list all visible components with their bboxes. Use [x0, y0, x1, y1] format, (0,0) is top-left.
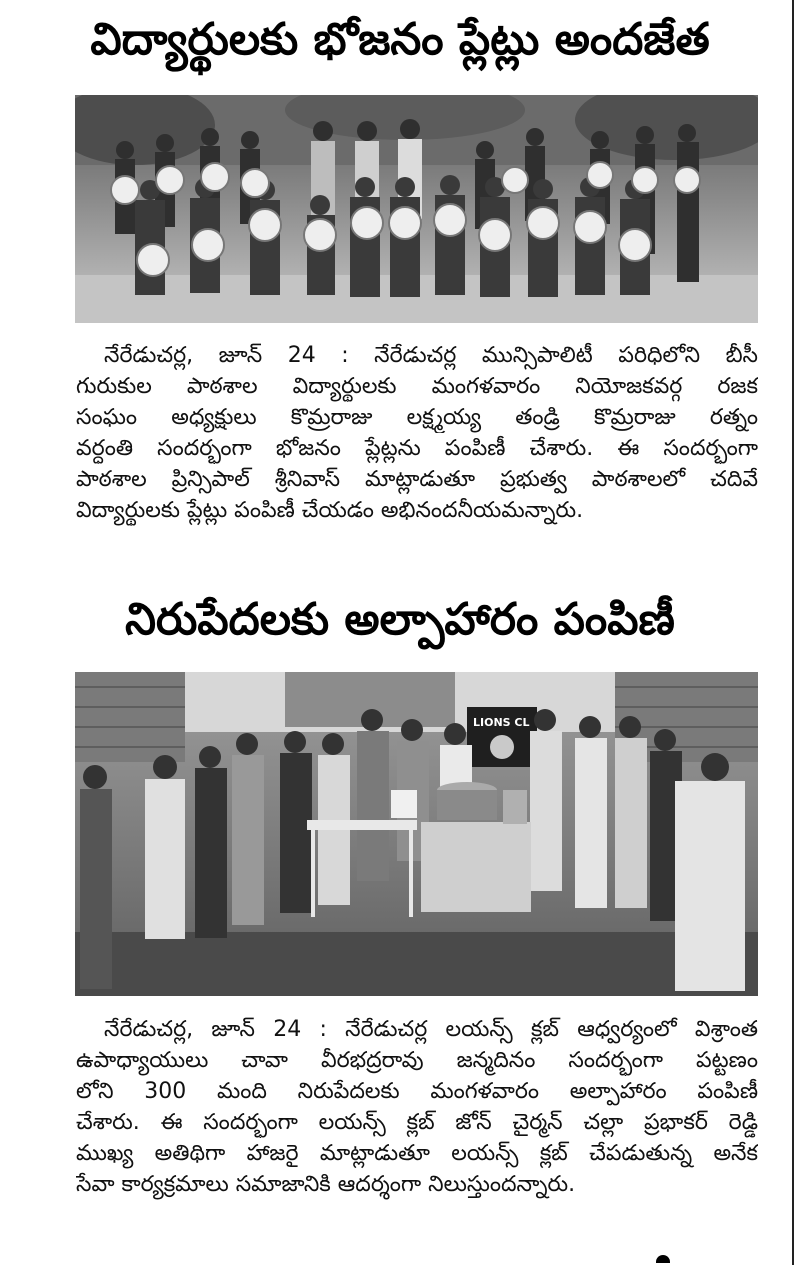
article2-line: నేరేడుచర్ల, జూన్ 24 : నేరేడుచర్ల లయన్స్ క్లబ్ ఆధ్వర్యంలో విశ్రాంత: [104, 1017, 758, 1042]
article1-line: విద్యార్థులకు ప్లేట్లు పంపిణీ చేయడం అభినందనీయమన్నారు.: [76, 498, 584, 523]
lions-club-banner-text: LIONS CL: [473, 716, 530, 729]
article2-line: సేవా కార్యక్రమాలు సమాజానికి ఆదర్శంగా నిలుస్తుందన్నారు.: [76, 1172, 576, 1197]
article2-photo: [75, 672, 758, 996]
article2-line: లోని 300 మంది నిరుపేదలకు మంగళవారం అల్పాహారం పంపిణీ: [76, 1079, 758, 1104]
page-edge-mark: [656, 1255, 670, 1263]
article2-body: [76, 1014, 758, 1200]
article2-headline: నిరుపేదలకు అల్పాహారం పంపిణీ: [125, 594, 675, 645]
article1-line: సంఘం అధ్యక్షులు కొమ్రరాజు లక్ష్మయ్య తండ్రి కొమ్రరాజు రత్నం: [76, 405, 758, 430]
article2-line: చేశారు. ఈ సందర్భంగా లయన్స్ క్లబ్ జోన్ చైర్మన్ చల్లా ప్రభాకర్ రెడ్డి: [76, 1110, 758, 1135]
article1-line: పాఠశాల ప్రిన్సిపాల్ శ్రీనివాస్ మాట్లాడుతూ ప్రభుత్వ పాఠశాలలో చదివే: [76, 467, 758, 492]
food-distribution-photo-image: [75, 672, 758, 996]
article1-line: నేరేడుచర్ల, జూన్ 24 : నేరేడుచర్ల మున్సిపాలిటీ పరిధిలోని బీసీ: [104, 343, 758, 368]
article2-line: ఉపాధ్యాయులు చావా వీరభద్రరావు జన్మదినం సందర్భంగా పట్టణం: [76, 1048, 758, 1073]
article1-body: [76, 340, 758, 526]
column-rule: [792, 0, 794, 1265]
students-photo-image: [75, 95, 758, 323]
article1-line: గురుకుల పాఠశాల విద్యార్థులకు మంగళవారం నియోజకవర్గ రజక: [76, 374, 758, 399]
article2-line: ముఖ్య అతిథిగా హాజరై మాట్లాడుతూ లయన్స్ క్లబ్ చేపడుతున్న అనేక: [76, 1141, 758, 1166]
article1-line: వర్ధంతి సందర్భంగా భోజనం ప్లేట్లను పంపిణీ చేశారు. ఈ సందర్భంగా: [76, 436, 758, 461]
article1-photo: [75, 95, 758, 323]
article1-headline: విద్యార్థులకు భోజనం ప్లేట్లు అందజేత: [90, 14, 710, 65]
